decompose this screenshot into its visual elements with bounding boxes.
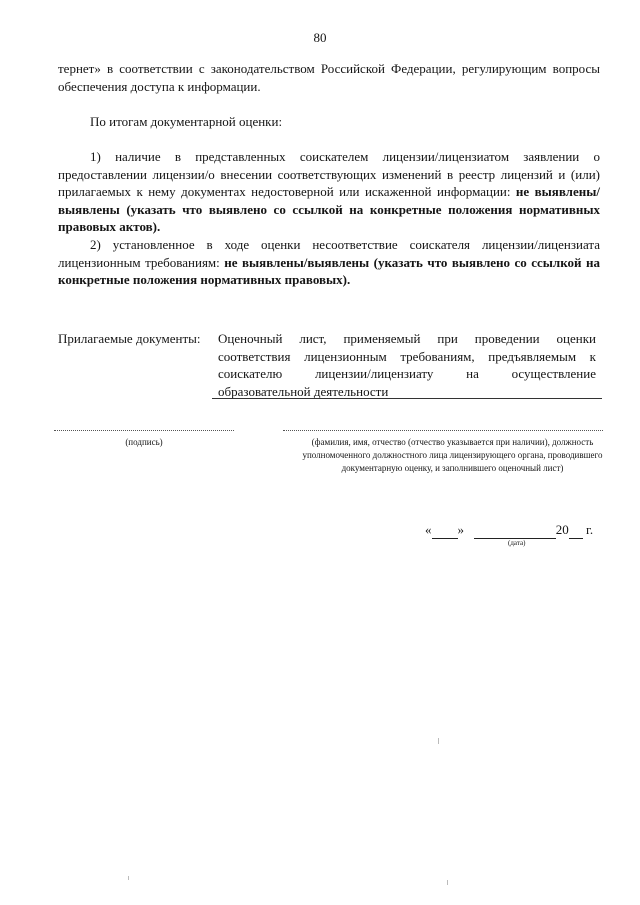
month-blank bbox=[474, 522, 556, 539]
year-suffix: г. bbox=[586, 522, 594, 537]
official-name-caption: (фамилия, имя, отчество (отчество указывается при наличии), должность уполномоченного должностного лица лицензирующего органа, проводившего документарную оценку, и заполнившего оценочный лист) bbox=[302, 437, 603, 473]
page-number: 80 bbox=[313, 30, 327, 45]
paragraph-internet-info: тернет» в соответствии с законодательством Российской Федерации, регулирующим вопросы обеспечения доступа к информации. bbox=[58, 61, 600, 94]
paragraph-item-2 bbox=[58, 236, 600, 289]
scan-speck bbox=[438, 738, 439, 744]
date-caption: (дата) bbox=[508, 539, 526, 547]
date-close-quote: » bbox=[457, 522, 464, 537]
attachments-underline bbox=[212, 398, 602, 399]
item-1-bold-text: не выявлены/выявлены (указать что выявлено со ссылкой на конкретные положения нормативных правовых актов). bbox=[58, 184, 600, 234]
scan-speck bbox=[128, 876, 129, 880]
day-blank bbox=[432, 522, 458, 539]
item-1-text: 1) наличие в представленных соискателем лицензии/лицензиатом заявлении о предоставлении лицензии/о внесении соответствующих изменений в реестр лицензий и (или) прилагаемых к нему документах недостоверной или искаженной информации: bbox=[58, 149, 600, 199]
signature-line bbox=[54, 430, 234, 431]
year-prefix: 20 bbox=[555, 522, 569, 537]
attachments-label: Прилагаемые документы: bbox=[58, 331, 201, 346]
signature-caption: (подпись) bbox=[125, 437, 163, 447]
paragraph-item-1 bbox=[58, 148, 600, 236]
item-2-text: 2) установленное в ходе оценки несоответствие соискателя лицензии/лицензиата лицензионным требованиям: bbox=[58, 237, 600, 270]
official-name-line bbox=[283, 430, 603, 431]
paragraph-assessment-results: По итогам документарной оценки: bbox=[90, 114, 283, 129]
item-2-bold-text: не выявлены/выявлены (указать что выявлено со ссылкой на конкретные положения нормативных правовых). bbox=[58, 254, 600, 287]
date-open-quote: « bbox=[425, 522, 432, 537]
date-field bbox=[425, 522, 593, 539]
scan-speck bbox=[447, 880, 448, 885]
year-blank bbox=[569, 522, 583, 539]
attachments-text: Оценочный лист, применяемый при проведении оценки соответствия лицензионным требованиям, предъявляемым к соискателю лицензии/лицензиату на осуществление образовательной деятельности bbox=[218, 331, 596, 399]
